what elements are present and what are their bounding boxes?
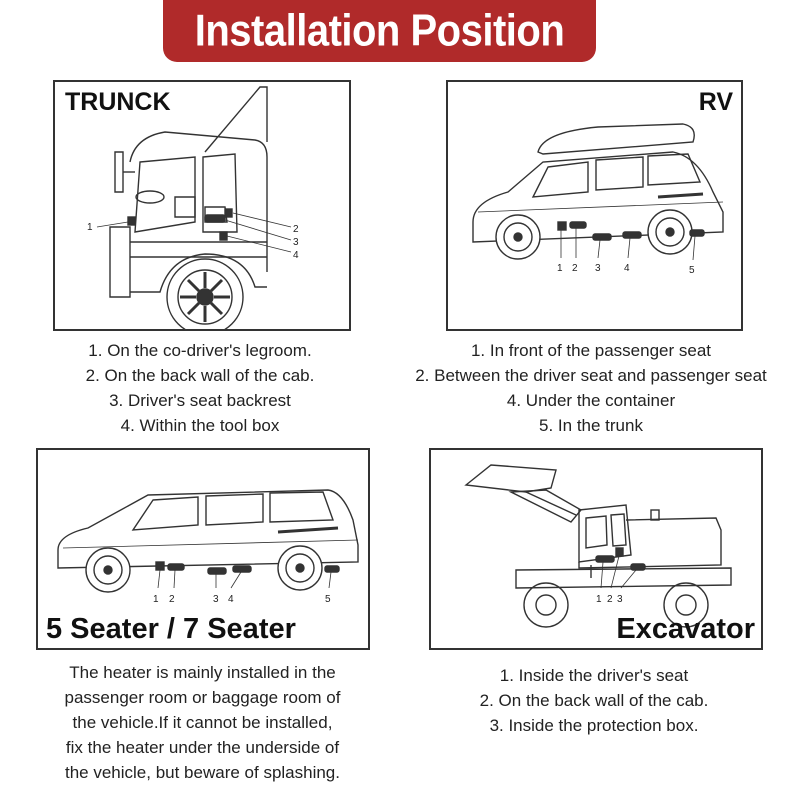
marker-3: 3: [293, 237, 299, 248]
caption-line: 2. On the back wall of the cab.: [85, 366, 315, 385]
caption-line: 1. Inside the driver's seat: [499, 666, 689, 685]
seater-title: 5 Seater / 7 Seater: [46, 613, 296, 645]
marker-3: 3: [213, 594, 219, 605]
rv-captions: [395, 338, 787, 438]
caption-line: 2. On the back wall of the cab.: [479, 691, 709, 710]
marker-2: 2: [169, 594, 175, 605]
marker-1: 1: [153, 594, 159, 605]
caption-line: 4. Within the tool box: [120, 416, 280, 435]
marker-2: 2: [607, 594, 613, 605]
caption-line: 3. Inside the protection box.: [489, 716, 699, 735]
caption-line: 1. On the co-driver's legroom.: [88, 341, 312, 360]
marker-1: 1: [596, 594, 602, 605]
marker-2: 2: [293, 224, 299, 235]
page-title: Installation Position: [194, 5, 565, 56]
caption-line: 1. In front of the passenger seat: [470, 341, 712, 360]
excavator-title: Excavator: [616, 613, 755, 645]
title-banner: [163, 0, 596, 62]
truck-title: TRUNCK: [65, 88, 171, 116]
marker-1: 1: [87, 222, 93, 233]
marker-1: 1: [557, 263, 563, 274]
marker-3: 3: [617, 594, 623, 605]
marker-4: 4: [624, 263, 630, 274]
truck-captions: [40, 338, 360, 438]
paragraph-line: the vehicle.If it cannot be installed,: [72, 713, 333, 732]
rv-title: RV: [698, 88, 733, 116]
caption-line: 4. Under the container: [506, 391, 676, 410]
excavator-captions: [434, 663, 754, 738]
marker-2: 2: [572, 263, 578, 274]
marker-3: 3: [595, 263, 601, 274]
seater-paragraph: [30, 660, 375, 785]
caption-line: 5. In the trunk: [539, 416, 643, 435]
caption-line: 3. Driver's seat backrest: [109, 391, 291, 410]
marker-4: 4: [228, 594, 234, 605]
paragraph-line: the vehicle, but beware of splashing.: [64, 763, 340, 782]
seater-panel: [36, 448, 370, 650]
marker-4: 4: [293, 250, 299, 261]
truck-panel: [53, 80, 351, 331]
paragraph-line: The heater is mainly installed in the: [69, 663, 336, 682]
excavator-panel: [429, 448, 763, 650]
caption-line: 2. Between the driver seat and passenger seat: [415, 366, 767, 385]
rv-panel: [446, 80, 743, 331]
marker-5: 5: [325, 594, 331, 605]
marker-5: 5: [689, 265, 695, 276]
paragraph-line: fix the heater under the underside of: [65, 738, 340, 757]
paragraph-line: passenger room or baggage room of: [64, 688, 341, 707]
